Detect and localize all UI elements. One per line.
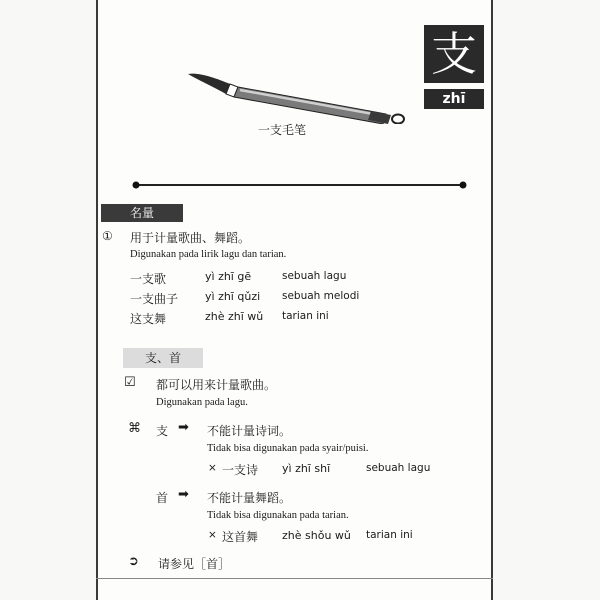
see-also-reference[interactable]: 请参见［首］: [158, 557, 231, 571]
arrow-right-icon: ➡: [178, 487, 189, 502]
example-pinyin: yì zhī gē: [205, 270, 252, 283]
check-icon: ☑: [124, 375, 136, 390]
example-chinese: 这支舞: [130, 312, 167, 326]
wrong-example-pinyin: zhè shǒu wǔ: [282, 529, 351, 542]
example-pinyin: zhè zhī wǔ: [205, 310, 264, 323]
measure-word-label: 名量: [101, 204, 183, 222]
compare-note-chinese: 不能计量舞蹈。: [207, 491, 292, 505]
compare-note-malay: Tidak bisa digunakan pada tarian.: [207, 510, 349, 521]
example-malay: tarian ini: [282, 310, 329, 322]
arrow-right-icon: ➡: [178, 420, 189, 435]
wrong-example-pinyin: yì zhī shī: [282, 462, 331, 475]
contrast-icon: ⌘: [128, 421, 141, 436]
illustration-caption: 一支毛笔: [258, 123, 307, 137]
example-malay: sebuah lagu: [282, 270, 347, 282]
brush-illustration: [186, 68, 416, 124]
usage-malay: Digunakan pada lirik lagu dan tarian.: [130, 249, 287, 260]
compare-character: 首: [156, 491, 169, 505]
compare-character: 支: [156, 424, 169, 438]
item-number: ①: [102, 229, 113, 243]
example-malay: sebuah melodi: [282, 290, 360, 302]
compare-note-malay: Tidak bisa digunakan pada syair/puisi.: [207, 443, 369, 454]
page-bottom-edge: [96, 578, 493, 579]
example-chinese: 一支歌: [130, 272, 167, 286]
see-also-icon: ➲: [128, 554, 139, 569]
compare-label: 支、首: [123, 348, 203, 368]
cross-icon: ×: [208, 529, 217, 541]
compare-note-chinese: 不能计量诗词。: [207, 424, 292, 438]
usage-chinese: 用于计量歌曲、舞蹈。: [130, 231, 251, 245]
wrong-example-chinese: 一支诗: [222, 463, 259, 477]
section-divider: [132, 179, 467, 191]
wrong-example-chinese: 这首舞: [222, 530, 259, 544]
wrong-example-malay: sebuah lagu: [366, 462, 431, 474]
headword-pinyin: zhī: [424, 89, 484, 109]
wrong-example-malay: tarian ini: [366, 529, 413, 541]
headword-character: 支: [424, 25, 484, 83]
both-usage-chinese: 都可以用来计量歌曲。: [156, 378, 277, 392]
example-chinese: 一支曲子: [130, 292, 179, 306]
cross-icon: ×: [208, 462, 217, 474]
example-pinyin: yì zhī qǔzi: [205, 290, 261, 303]
both-usage-malay: Digunakan pada lagu.: [156, 397, 248, 408]
